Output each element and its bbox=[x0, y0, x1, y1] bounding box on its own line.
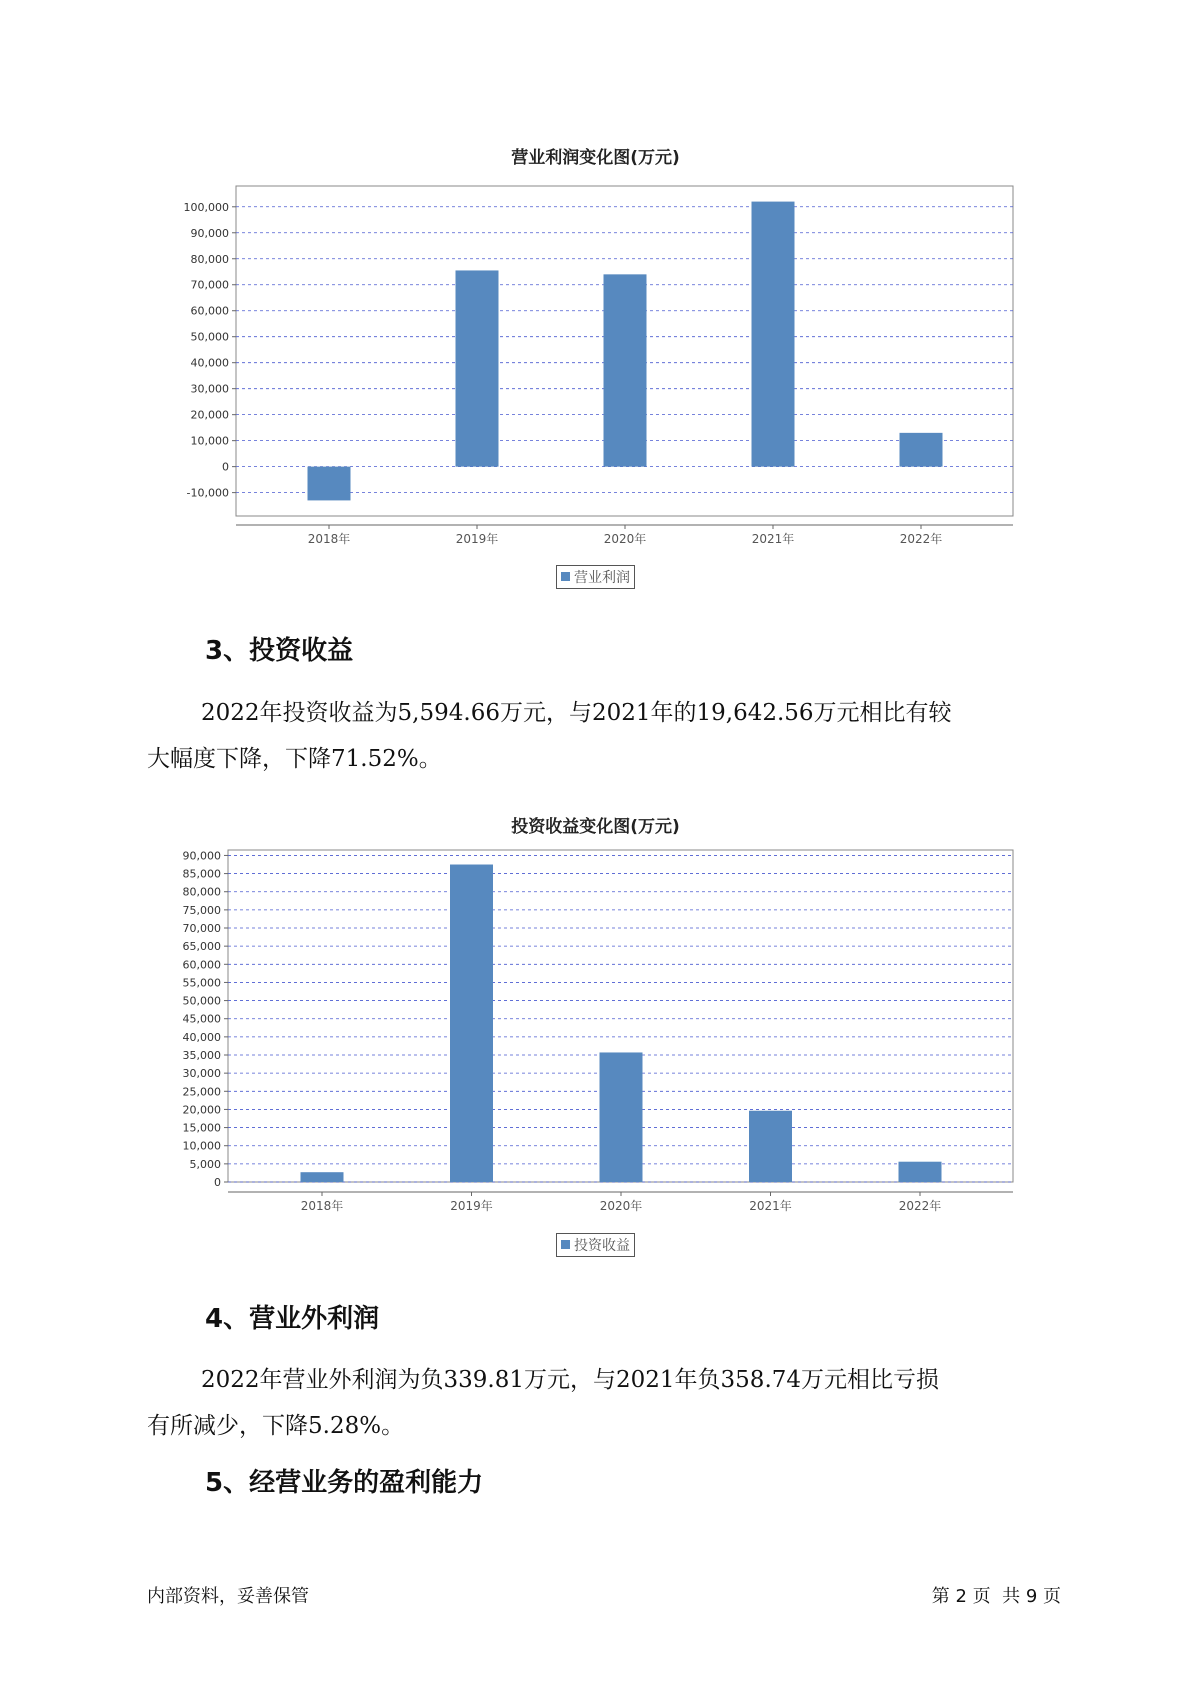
section3-line2: 大幅度下降，下降71.52%。 bbox=[147, 746, 442, 772]
chart2-title: 投资收益变化图(万元) bbox=[511, 817, 680, 837]
section3-paragraph bbox=[147, 690, 1047, 782]
y-tick-label: 40,000 bbox=[182, 1030, 221, 1044]
y-tick-label: 65,000 bbox=[182, 940, 221, 954]
y-tick-label: 60,000 bbox=[190, 304, 229, 318]
y-tick-label: 20,000 bbox=[182, 1103, 221, 1117]
x-tick-label: 2018年 bbox=[300, 1199, 344, 1213]
y-tick-label: 30,000 bbox=[182, 1067, 221, 1081]
y-tick-label: 0 bbox=[222, 460, 229, 474]
y-tick-label: 5,000 bbox=[189, 1157, 221, 1171]
y-tick-label: -10,000 bbox=[186, 486, 229, 500]
bar-2022年 bbox=[899, 1162, 942, 1182]
y-tick-label: 45,000 bbox=[182, 1012, 221, 1026]
bar-2018年 bbox=[301, 1172, 344, 1182]
bar-2022年 bbox=[900, 433, 943, 467]
section4-paragraph bbox=[147, 1357, 1047, 1449]
y-tick-label: 90,000 bbox=[182, 849, 221, 863]
legend-swatch-icon bbox=[561, 1240, 570, 1249]
footer-confidential-note: 内部资料，妥善保管 bbox=[147, 1586, 309, 1607]
y-tick-label: 90,000 bbox=[190, 226, 229, 240]
y-tick-label: 50,000 bbox=[182, 994, 221, 1008]
y-tick-label: 20,000 bbox=[190, 408, 229, 422]
y-tick-label: 25,000 bbox=[182, 1085, 221, 1099]
y-tick-label: 70,000 bbox=[190, 278, 229, 292]
y-tick-label: 40,000 bbox=[190, 356, 229, 370]
y-tick-label: 15,000 bbox=[182, 1121, 221, 1135]
bar-2020年 bbox=[600, 1052, 643, 1182]
y-tick-label: 100,000 bbox=[183, 200, 229, 214]
legend-swatch-icon bbox=[561, 572, 570, 581]
x-tick-label: 2021年 bbox=[751, 532, 795, 546]
y-tick-label: 10,000 bbox=[190, 434, 229, 448]
y-tick-label: 0 bbox=[214, 1176, 221, 1189]
chart1-title: 营业利润变化图(万元) bbox=[511, 148, 680, 168]
y-tick-label: 50,000 bbox=[190, 330, 229, 344]
x-tick-label: 2019年 bbox=[450, 1199, 493, 1213]
x-tick-label: 2020年 bbox=[599, 1199, 643, 1213]
investment-income-chart bbox=[0, 850, 1191, 1220]
section3-line1: 2022年投资收益为5,594.66万元，与2021年的19,642.56万元相比有较 bbox=[201, 700, 952, 726]
x-tick-label: 2021年 bbox=[749, 1199, 792, 1213]
y-tick-label: 85,000 bbox=[182, 867, 221, 881]
section4-heading: 4、营业外利润 bbox=[205, 1304, 380, 1334]
section3-heading: 3、投资收益 bbox=[205, 636, 354, 666]
chart1-legend bbox=[556, 565, 635, 589]
x-tick-label: 2020年 bbox=[603, 532, 647, 546]
section4-line2: 有所减少，下降5.28%。 bbox=[147, 1413, 405, 1439]
x-tick-label: 2022年 bbox=[898, 1199, 942, 1213]
y-tick-label: 80,000 bbox=[190, 252, 229, 266]
y-tick-label: 10,000 bbox=[182, 1139, 221, 1153]
bar-2019年 bbox=[456, 270, 499, 466]
y-tick-label: 60,000 bbox=[182, 958, 221, 972]
x-tick-label: 2019年 bbox=[455, 532, 499, 546]
bar-2021年 bbox=[752, 202, 795, 467]
y-tick-label: 55,000 bbox=[182, 976, 221, 990]
x-tick-label: 2018年 bbox=[307, 532, 351, 546]
chart1-legend-label: 营业利润 bbox=[574, 570, 630, 586]
operating-profit-chart bbox=[0, 180, 1191, 560]
y-tick-label: 35,000 bbox=[182, 1049, 221, 1063]
bar-2019年 bbox=[450, 865, 493, 1182]
y-tick-label: 75,000 bbox=[182, 903, 221, 917]
y-tick-label: 80,000 bbox=[182, 885, 221, 899]
footer-page-number: 第 2 页 共 9 页 bbox=[931, 1586, 1061, 1607]
section4-line1: 2022年营业外利润为负339.81万元，与2021年负358.74万元相比亏损 bbox=[201, 1367, 940, 1393]
chart2-legend bbox=[556, 1233, 635, 1257]
bar-2018年 bbox=[308, 467, 351, 501]
y-tick-label: 30,000 bbox=[190, 382, 229, 396]
bar-2020年 bbox=[604, 274, 647, 466]
chart2-legend-label: 投资收益 bbox=[574, 1238, 630, 1254]
section5-heading: 5、经营业务的盈利能力 bbox=[205, 1468, 484, 1498]
y-tick-label: 70,000 bbox=[182, 922, 221, 936]
x-tick-label: 2022年 bbox=[899, 532, 943, 546]
bar-2021年 bbox=[749, 1111, 792, 1182]
